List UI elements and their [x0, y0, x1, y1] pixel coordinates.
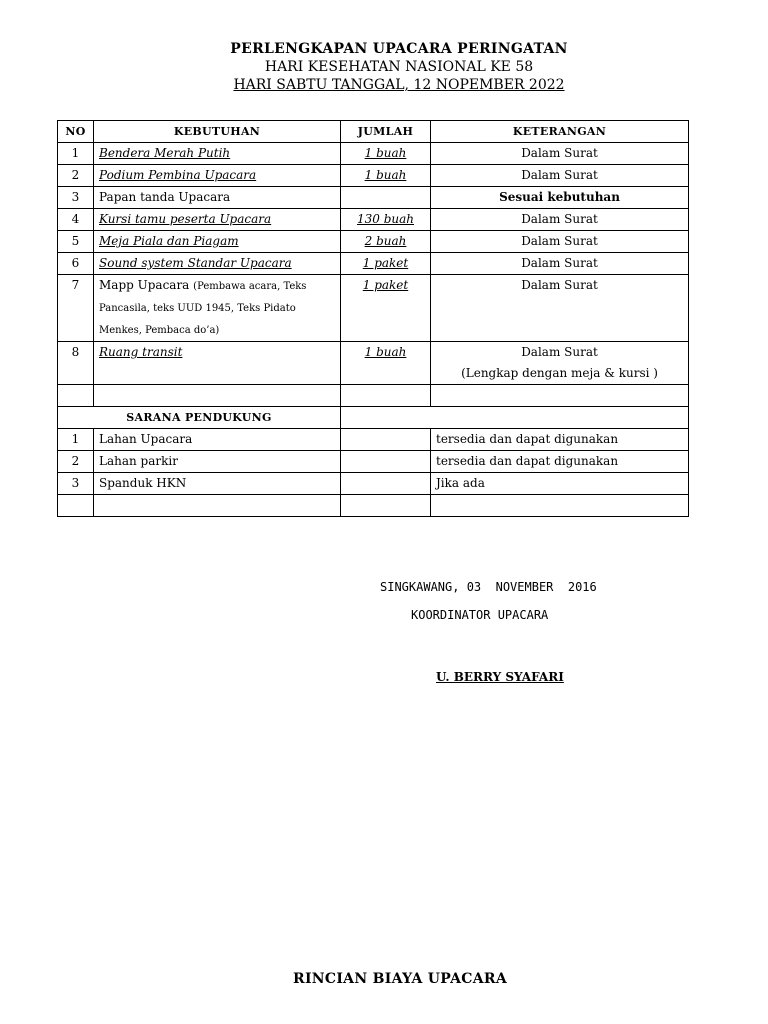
- row-qty: [341, 231, 431, 253]
- row-no: 3: [58, 187, 94, 209]
- row-note: tersedia dan dapat digunakan: [431, 451, 689, 473]
- row-note: Dalam Surat: [431, 253, 689, 275]
- row-item: [94, 342, 341, 385]
- row-item: [94, 231, 341, 253]
- row-no: 6: [58, 253, 94, 275]
- qty-label: 130 buah: [356, 212, 414, 226]
- row-no: 4: [58, 209, 94, 231]
- empty-row: [58, 385, 689, 407]
- row-no: 2: [58, 165, 94, 187]
- row-qty: [341, 473, 431, 495]
- row-item: Lahan parkir: [94, 451, 341, 473]
- row-item: [94, 209, 341, 231]
- row-qty: [341, 143, 431, 165]
- item-label: Sound system Standar Upacara: [99, 256, 292, 270]
- row-qty: [341, 165, 431, 187]
- empty-cell: [341, 385, 431, 407]
- row-item: Spanduk HKN: [94, 473, 341, 495]
- title-line-2: HARI KESEHATAN NASIONAL KE 58: [264, 59, 534, 75]
- row-item: Lahan Upacara: [94, 429, 341, 451]
- row-no: 2: [58, 451, 94, 473]
- row-note: [431, 342, 689, 385]
- empty-row: [58, 495, 689, 517]
- row-no: 1: [58, 143, 94, 165]
- table-row: [58, 209, 689, 231]
- item-label: Podium Pembina Upacara: [99, 168, 257, 182]
- table-row: [58, 429, 689, 451]
- row-note: Sesuai kebutuhan: [431, 187, 689, 209]
- qty-label: 1 buah: [364, 146, 407, 160]
- table-row: [58, 231, 689, 253]
- title-line-1: PERLENGKAPAN UPACARA PERINGATAN: [230, 41, 568, 57]
- qty-label: 1 buah: [364, 345, 407, 359]
- footer-title: RINCIAN BIAYA UPACARA: [293, 971, 507, 987]
- table-row: [58, 473, 689, 495]
- header-no: NO: [58, 121, 94, 143]
- equipment-table: [57, 120, 689, 517]
- empty-cell: [94, 385, 341, 407]
- row-note: Dalam Surat: [431, 275, 689, 342]
- place-date: SINGKAWANG, 03 NOVEMBER 2016: [380, 580, 597, 594]
- row-qty: [341, 187, 431, 209]
- section-row: [58, 407, 689, 429]
- row-qty: [341, 451, 431, 473]
- item-label: Mapp Upacara: [99, 278, 190, 292]
- note-line-2: (Lengkap dengan meja & kursi ): [461, 366, 658, 380]
- qty-label: 1 buah: [364, 168, 407, 182]
- row-item: [94, 275, 341, 342]
- item-label: Bendera Merah Putih: [99, 146, 231, 160]
- section-title: SARANA PENDUKUNG: [58, 407, 341, 429]
- row-no: 7: [58, 275, 94, 342]
- table-header-row: [58, 121, 689, 143]
- empty-cell: [341, 407, 689, 429]
- row-qty: [341, 429, 431, 451]
- header-kebutuhan: KEBUTUHAN: [94, 121, 341, 143]
- empty-cell: [94, 495, 341, 517]
- qty-label: 1 paket: [362, 256, 409, 270]
- table-row: [58, 143, 689, 165]
- row-qty: [341, 209, 431, 231]
- row-note: Dalam Surat: [431, 231, 689, 253]
- empty-cell: [431, 385, 689, 407]
- empty-cell: [431, 495, 689, 517]
- table-row: [58, 165, 689, 187]
- row-item: [94, 143, 341, 165]
- row-no: 8: [58, 342, 94, 385]
- row-no: 1: [58, 429, 94, 451]
- row-note: tersedia dan dapat digunakan: [431, 429, 689, 451]
- item-detail: (Pembawa acara, Teks Pancasila, teks UUD 1945, Teks Pidato Menkes, Pembaca do’a): [99, 281, 307, 336]
- row-qty: [341, 342, 431, 385]
- table-row: [58, 253, 689, 275]
- item-label: Ruang transit: [99, 345, 183, 359]
- signatory-role: KOORDINATOR UPACARA: [411, 608, 549, 622]
- empty-cell: [58, 495, 94, 517]
- signatory-name: U. BERRY SYAFARI: [436, 670, 564, 684]
- row-item: Papan tanda Upacara: [94, 187, 341, 209]
- item-label: Kursi tamu peserta Upacara: [99, 212, 272, 226]
- item-label: Meja Piala dan Piagam: [99, 234, 239, 248]
- row-qty: [341, 253, 431, 275]
- row-item: [94, 165, 341, 187]
- row-note: Dalam Surat: [431, 165, 689, 187]
- row-note: Dalam Surat: [431, 209, 689, 231]
- header-keterangan: KETERANGAN: [431, 121, 689, 143]
- empty-cell: [58, 385, 94, 407]
- row-item: [94, 253, 341, 275]
- document-title: [0, 40, 768, 94]
- row-note: Dalam Surat: [431, 143, 689, 165]
- title-line-3: HARI SABTU TANGGAL, 12 NOPEMBER 2022: [233, 77, 565, 93]
- qty-label: 1 paket: [362, 278, 409, 292]
- table-row: [58, 275, 689, 342]
- row-note: Jika ada: [431, 473, 689, 495]
- qty-label: 2 buah: [364, 234, 407, 248]
- table-row: [58, 451, 689, 473]
- header-jumlah: JUMLAH: [341, 121, 431, 143]
- table-row: [58, 187, 689, 209]
- table-row: [58, 342, 689, 385]
- empty-cell: [341, 495, 431, 517]
- row-no: 3: [58, 473, 94, 495]
- row-no: 5: [58, 231, 94, 253]
- row-qty: [341, 275, 431, 342]
- note-line-1: Dalam Surat: [521, 345, 598, 359]
